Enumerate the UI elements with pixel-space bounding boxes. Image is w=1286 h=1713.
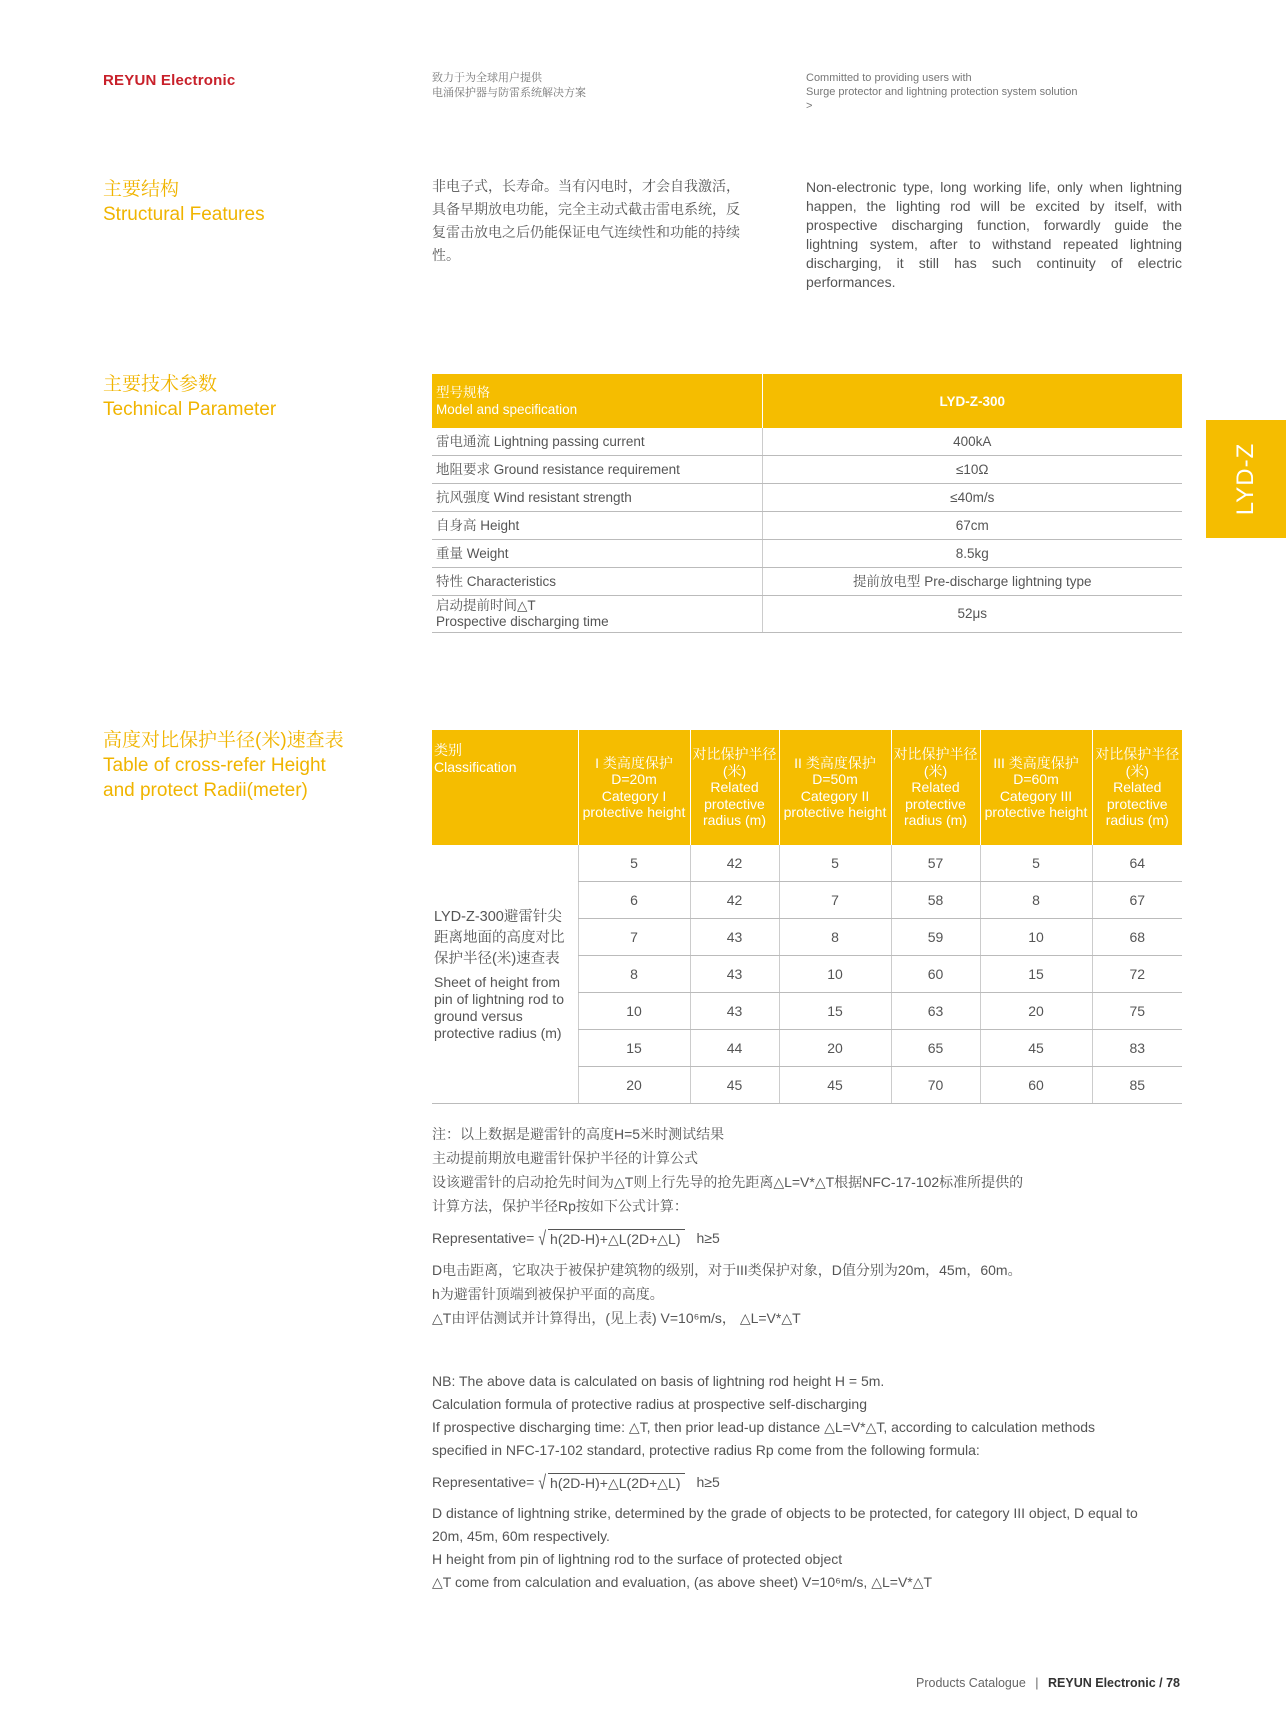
radii-header-cn: III 类高度保护 <box>993 754 1079 771</box>
note-line: H height from pin of lightning rod to the surface of protected object <box>432 1551 843 1567</box>
radii-cell: 7 <box>779 882 891 919</box>
radii-header-col <box>779 730 891 845</box>
table-row <box>432 568 1182 596</box>
radii-cell: 45 <box>779 1067 891 1104</box>
radii-header-d: D=20m <box>611 771 657 787</box>
radii-cell: 8 <box>779 919 891 956</box>
spec-value: 8.5kg <box>762 540 1182 568</box>
formula <box>432 1226 1192 1250</box>
spec-label-en: Prospective discharging time <box>436 614 609 629</box>
notes-cn <box>432 1122 1192 1330</box>
radii-cell: 15 <box>779 993 891 1030</box>
radii-header-en: Related protective radius (m) <box>1105 779 1169 829</box>
spec-label <box>432 596 762 633</box>
radii-header-col <box>1092 730 1182 845</box>
radii-header-classification <box>432 730 578 845</box>
radii-cell: 85 <box>1092 1067 1182 1104</box>
technical-title-cn: 主要技术参数 <box>103 374 218 395</box>
radii-header-col <box>891 730 980 845</box>
formula-radicand: h(2D-H)+△L(2D+△L) <box>548 1473 684 1492</box>
table-row <box>432 428 1182 456</box>
radii-header-cn: 对比保护半径(米) <box>1095 746 1180 779</box>
radii-cell: 68 <box>1092 919 1182 956</box>
side-tab <box>1206 420 1286 538</box>
tagline-en <box>806 71 1078 113</box>
radii-table <box>432 730 1182 1104</box>
radii-cell: 10 <box>980 919 1092 956</box>
radii-cell: 8 <box>980 882 1092 919</box>
radii-title <box>103 728 344 803</box>
radii-header-col <box>980 730 1092 845</box>
table-row <box>432 484 1182 512</box>
radii-cell: 8 <box>578 956 690 993</box>
radii-cell: 60 <box>980 1067 1092 1104</box>
radii-header-row <box>432 730 1182 845</box>
structural-text-en: Non-electronic type, long working life, only when lightning happen, the lighting rod will be excited by itself, with prospective discharging function, forwardly guide the lightning system, after to withstand repeated lightning discharging, it still has such continuity of electric performances. <box>806 179 1182 290</box>
radii-header-en: Category I protective height <box>582 787 686 820</box>
spec-table <box>432 374 1182 633</box>
radii-cell: 64 <box>1092 845 1182 882</box>
note-line: NB: The above data is calculated on basis of lightning rod height H = 5m. <box>432 1373 885 1389</box>
radii-header-d: D=50m <box>812 771 858 787</box>
structural-title <box>103 177 265 227</box>
radii-header-d: D=60m <box>1013 771 1059 787</box>
radii-cell: 42 <box>690 845 779 882</box>
side-tab-label: LYD-Z <box>1232 442 1259 516</box>
footer <box>916 1676 1180 1690</box>
table-row <box>432 512 1182 540</box>
radii-cell: 7 <box>578 919 690 956</box>
table-row <box>432 845 1182 882</box>
note-line: h为避雷针顶端到被保护平面的高度。 <box>432 1286 664 1302</box>
radii-header-en: Related protective radius (m) <box>702 779 766 829</box>
radii-cell: 70 <box>891 1067 980 1104</box>
tagline-cn-line: 电涌保护器与防雷系统解决方案 <box>432 87 586 99</box>
radii-cell: 5 <box>578 845 690 882</box>
formula-condition: h≥5 <box>696 1230 720 1246</box>
radii-title-en: Table of cross-refer Height <box>103 755 326 776</box>
spec-value: 400kA <box>762 428 1182 456</box>
spec-header-label-cn: 型号规格 <box>436 385 490 400</box>
structural-title-en: Structural Features <box>103 204 265 225</box>
formula-condition: h≥5 <box>696 1474 720 1490</box>
spec-value: 提前放电型 Pre-discharge lightning type <box>762 568 1182 596</box>
brand-name: REYUN Electronic <box>103 72 236 89</box>
radii-cell: 72 <box>1092 956 1182 993</box>
footer-catalogue: Products Catalogue <box>916 1676 1026 1690</box>
spec-header-model: LYD-Z-300 <box>762 374 1182 428</box>
sqrt-icon: √ <box>538 1226 547 1250</box>
radii-header-col <box>578 730 690 845</box>
spec-value: 52μs <box>762 596 1182 633</box>
sqrt-icon: √ <box>538 1470 547 1494</box>
formula <box>432 1470 1192 1494</box>
notes-en <box>432 1370 1192 1594</box>
radii-header-cn: 类别 <box>434 742 462 758</box>
radii-header-cn: 对比保护半径(米) <box>692 746 777 779</box>
tagline-en-line: Committed to providing users with <box>806 72 972 84</box>
radii-cell: 15 <box>980 956 1092 993</box>
table-row <box>432 540 1182 568</box>
spec-value: ≤10Ω <box>762 456 1182 484</box>
radii-cell: 15 <box>578 1030 690 1067</box>
radii-cell: 60 <box>891 956 980 993</box>
radii-title-en: and protect Radii(meter) <box>103 780 308 801</box>
note-line: △T由评估测试并计算得出，(见上表) V=10⁶m/s， △L=V*△T <box>432 1310 801 1326</box>
radii-desc-cn: LYD-Z-300避雷针尖距离地面的高度对比保护半径(米)速查表 <box>434 908 565 967</box>
tagline-cn <box>432 71 586 101</box>
radii-cell: 5 <box>779 845 891 882</box>
spec-header-row <box>432 374 1182 428</box>
tagline-cn-line: 致力于为全球用户提供 <box>432 72 542 84</box>
tagline-en-arrow: > <box>806 100 813 112</box>
note-line: D电击距离，它取决于被保护建筑物的级别，对于III类保护对象，D值分别为20m，45m，60m。 <box>432 1262 1022 1278</box>
radii-cell: 10 <box>578 993 690 1030</box>
note-line: 注：以上数据是避雷针的高度H=5米时测试结果 <box>432 1126 725 1142</box>
radii-cell: 6 <box>578 882 690 919</box>
structural-title-cn: 主要结构 <box>103 179 180 200</box>
technical-title <box>103 372 276 422</box>
footer-separator: | <box>1035 1676 1039 1690</box>
radii-header-cn: I 类高度保护 <box>595 754 673 771</box>
radii-cell: 43 <box>690 956 779 993</box>
spec-label: 特性 Characteristics <box>432 568 762 596</box>
spec-value: ≤40m/s <box>762 484 1182 512</box>
formula-prefix: Representative= <box>432 1474 535 1490</box>
note-line: 计算方法，保护半径Rp按如下公式计算： <box>432 1198 688 1214</box>
radii-cell: 83 <box>1092 1030 1182 1067</box>
spec-header-label-en: Model and specification <box>436 402 578 417</box>
radii-cell: 57 <box>891 845 980 882</box>
radii-row-description <box>432 845 578 1104</box>
table-row <box>432 596 1182 633</box>
note-line: 主动提前期放电避雷针保护半径的计算公式 <box>432 1150 698 1166</box>
radii-header-en: Related protective radius (m) <box>903 779 967 829</box>
radii-header-cn: II 类高度保护 <box>794 754 876 771</box>
radii-cell: 65 <box>891 1030 980 1067</box>
radii-cell: 75 <box>1092 993 1182 1030</box>
footer-page: REYUN Electronic / 78 <box>1048 1676 1181 1690</box>
table-row <box>432 456 1182 484</box>
note-line: specified in NFC-17-102 standard, protective radius Rp come from the following formula: <box>432 1442 980 1458</box>
radii-header-cn: 对比保护半径(米) <box>893 746 978 779</box>
spec-label: 抗风强度 Wind resistant strength <box>432 484 762 512</box>
spec-header-label <box>432 374 762 428</box>
radii-cell: 63 <box>891 993 980 1030</box>
radii-cell: 44 <box>690 1030 779 1067</box>
note-line: D distance of lightning strike, determined by the grade of objects to be protected, for category III object, D equal to <box>432 1505 1138 1521</box>
technical-title-en: Technical Parameter <box>103 399 277 420</box>
radii-header-en: Category III protective height <box>984 787 1088 820</box>
spec-label: 雷电通流 Lightning passing current <box>432 428 762 456</box>
radii-cell: 42 <box>690 882 779 919</box>
structural-text-cn: 非电子式，长寿命。当有闪电时，才会自我激活，具备早期放电功能，完全主动式截击雷电系统，反复雷击放电之后仍能保证电气连续性和功能的持续性。 <box>432 178 740 263</box>
radii-header-col <box>690 730 779 845</box>
radii-cell: 43 <box>690 919 779 956</box>
radii-desc-en: Sheet of height from pin of lightning rod to ground versus protective radius (m) <box>434 973 564 1041</box>
spec-label-cn: 启动提前时间△T <box>436 598 536 613</box>
radii-cell: 20 <box>779 1030 891 1067</box>
note-line: 20m, 45m, 60m respectively. <box>432 1528 610 1544</box>
radii-cell: 58 <box>891 882 980 919</box>
note-line: △T come from calculation and evaluation, (as above sheet) V=10⁶m/s, △L=V*△T <box>432 1574 933 1590</box>
radii-cell: 45 <box>690 1067 779 1104</box>
radii-cell: 10 <box>779 956 891 993</box>
note-line: Calculation formula of protective radius at prospective self-discharging <box>432 1396 867 1412</box>
note-line: 设该避雷针的启动抢先时间为△T则上行先导的抢先距离△L=V*△T根据NFC-17-102标准所提供的 <box>432 1174 1024 1190</box>
radii-header-en: Classification <box>434 758 517 775</box>
radii-cell: 43 <box>690 993 779 1030</box>
tagline-en-line: Surge protector and lightning protection system solution <box>806 86 1078 98</box>
formula-prefix: Representative= <box>432 1230 535 1246</box>
spec-label: 地阻要求 Ground resistance requirement <box>432 456 762 484</box>
spec-value: 67cm <box>762 512 1182 540</box>
formula-radicand: h(2D-H)+△L(2D+△L) <box>548 1229 684 1248</box>
spec-label: 自身高 Height <box>432 512 762 540</box>
radii-cell: 20 <box>578 1067 690 1104</box>
radii-cell: 5 <box>980 845 1092 882</box>
note-line: If prospective discharging time: △T, then prior lead-up distance △L=V*△T, according to calculation methods <box>432 1419 1096 1435</box>
radii-cell: 67 <box>1092 882 1182 919</box>
radii-title-cn: 高度对比保护半径(米)速查表 <box>103 730 344 751</box>
radii-cell: 59 <box>891 919 980 956</box>
radii-cell: 45 <box>980 1030 1092 1067</box>
radii-header-en: Category II protective height <box>783 787 887 820</box>
radii-cell: 20 <box>980 993 1092 1030</box>
spec-label: 重量 Weight <box>432 540 762 568</box>
